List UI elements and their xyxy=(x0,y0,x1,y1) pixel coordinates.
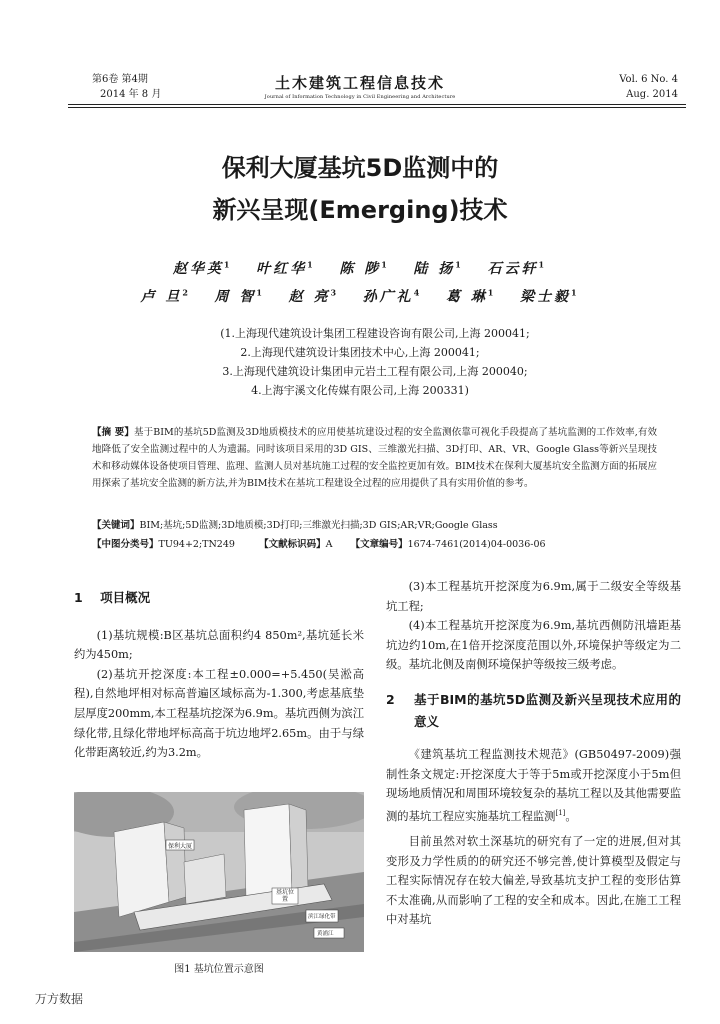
paragraph-research: 目前虽然对软土深基坑的研究有了一定的进展,但对其变形及力学性质的的研究还不够完善,使计算模型及假定与工程实际情况存在较大偏差,导致基坑支护工程的变形估算不太准确,从而影响了工程的安全和成本。因此,在施工工程中对基坑 xyxy=(386,835,681,927)
figure-label-river: 黄浦江 xyxy=(317,931,334,937)
journal-title-en: Journal of Information Technology in Civil Engineering and Architecture xyxy=(264,94,456,100)
journal-issue-en xyxy=(619,72,678,102)
clc-label: 【中图分类号】 xyxy=(92,539,159,550)
author-row-1 xyxy=(0,258,720,278)
author: 葛 琳$^1$ xyxy=(445,287,497,305)
section-2-number: 2 xyxy=(386,691,395,707)
author: 梁士毅$^1$ xyxy=(519,287,580,305)
article-no-value: 1674-7461(2014)04-0036-06 xyxy=(407,539,546,550)
abstract-text: 基于BIM的基坑5D监测及3D地质模技术的应用使基坑建设过程的安全监测依靠可视化手段提高了基坑监测的工作效率,有效地降低了安全监测过程中的人为遗漏。同时该项目采用的3D GIS、三维激光扫描、3D打印、AR、VR、Google Glass等新兴呈现技术和移动媒体设备使项目管理、监理、监测人员对基坑施工过程的安全监控更加有效。BIM技术在保利大厦基坑安全监测方面的拓展应用探索了基坑安全监测的新方法,并为BIM技术在基坑工程建设全过程的应用提供了具有实用价值的参考。 xyxy=(92,427,658,489)
paper-title-line1: 保利大厦基坑5D监测中的 xyxy=(221,154,499,182)
keywords-label: 【关键词】 xyxy=(92,520,140,531)
section-1-title: 项目概况 xyxy=(100,590,151,605)
section-2-title: 基于BIM的基坑5D监测及新兴呈现技术应用的意义 xyxy=(414,691,681,729)
affiliation-2: 2.上海现代建筑设计集团技术中心,上海 200041; xyxy=(240,346,480,359)
paper-title-line2: 新兴呈现(Emerging)技术 xyxy=(212,196,508,224)
journal-title-cn: 土木建筑工程信息技术 xyxy=(274,74,445,92)
author: 赵 亮$^3$ xyxy=(288,287,340,305)
author: 孙广礼$^4$ xyxy=(362,287,423,305)
section-1-number: 1 xyxy=(74,590,83,605)
issue-volume-en: Vol. 6 No. 4 xyxy=(619,74,678,85)
paragraph-environment: (4)本工程基坑开挖深度为6.9m,基坑西侧防汛墙距基坑边约10m,在1倍开挖深度范围以外,环境保护等级定为二级。基坑北侧及南侧环境保护等级按三级考虑。 xyxy=(386,619,681,672)
header-rule xyxy=(68,104,686,105)
author-row-2 xyxy=(0,286,720,306)
author: 周 智$^1$ xyxy=(214,287,265,305)
clc-value: TU94+2;TN249 xyxy=(158,539,235,550)
abstract xyxy=(92,424,657,492)
figure-label-building: 保利大厦 xyxy=(168,843,193,850)
citation-ref: [1] xyxy=(555,808,566,817)
left-column xyxy=(74,588,364,763)
header-rule-thin xyxy=(68,107,686,108)
classification xyxy=(92,537,657,553)
paragraph-standard: 《建筑基坑工程监测技术规范》(GB50497-2009)强制性条文规定:开挖深度大于等于5m或开挖深度小于5m但现场地质情况和周围环境较复杂的基坑工程以及其他需要监测的基坑工程应实施基坑工程监测[1]。 xyxy=(386,747,681,823)
issue-date: 2014 年 8 月 xyxy=(100,89,162,100)
article-no-label: 【文章编号】 xyxy=(350,539,408,550)
keywords xyxy=(92,518,657,534)
paragraph-safety-level: (3)本工程基坑开挖深度为6.9m,属于二级安全等级基坑工程; xyxy=(386,580,681,613)
source-watermark: 万方数据 xyxy=(35,992,84,1006)
author: 石云轩$^1$ xyxy=(487,259,548,277)
affiliation-4: 4.上海宇溪文化传媒有限公司,上海 200331) xyxy=(251,384,469,397)
figure-caption: 图1 基坑位置示意图 xyxy=(174,964,264,975)
issue-date-en: Aug. 2014 xyxy=(626,89,678,100)
journal-issue xyxy=(92,72,161,102)
author: 卢 旦$^2$ xyxy=(140,287,191,305)
affiliation-3: 3.上海现代建筑设计集团申元岩土工程有限公司,上海 200040; xyxy=(222,365,528,378)
section-1-heading xyxy=(74,588,364,608)
issue-volume: 第6卷 第4期 xyxy=(92,74,148,85)
figure-label-greenbelt: 滨江绿化带 xyxy=(308,914,336,920)
author: 陆 扬$^1$ xyxy=(413,259,464,277)
paragraph-depth: (2)基坑开挖深度:本工程±0.000=+5.450(吴淞高程),自然地坪相对标高普遍区域标高为-1.300,考虑基底垫层厚度200mm,本工程基坑挖深为6.9m。基坑西侧为滨江绿化带,且绿化带地坪标高高于坑边地坪2.65m。由于与绿化带距离较近,约为3.2m。 xyxy=(74,667,364,760)
site-aerial-illustration xyxy=(74,792,364,952)
doc-code-label: 【文献标识码】 xyxy=(259,539,326,550)
journal-title xyxy=(240,72,480,100)
section-2-heading xyxy=(386,689,681,733)
right-column xyxy=(386,577,681,930)
affiliations xyxy=(0,324,720,400)
author: 赵华英$^1$ xyxy=(172,259,233,277)
keywords-text: BIM;基坑;5D监测;3D地质模;3D打印;三维激光扫描;3D GIS;AR;VR;Google Glass xyxy=(139,520,498,531)
doc-code-value: A xyxy=(325,539,333,550)
figure-site-photo xyxy=(74,792,364,952)
author: 叶红华$^1$ xyxy=(256,259,316,277)
author: 陈 陟$^1$ xyxy=(339,259,390,277)
figure-label-pit: 基坑位置 xyxy=(275,889,294,903)
paragraph-scale: (1)基坑规模:B区基坑总面积约4 850m²,基坑延长米约为450m; xyxy=(74,628,364,662)
affiliation-1: (1.上海现代建筑设计集团工程建设咨询有限公司,上海 200041; xyxy=(220,327,530,340)
abstract-label: 【摘 要】 xyxy=(92,427,134,438)
